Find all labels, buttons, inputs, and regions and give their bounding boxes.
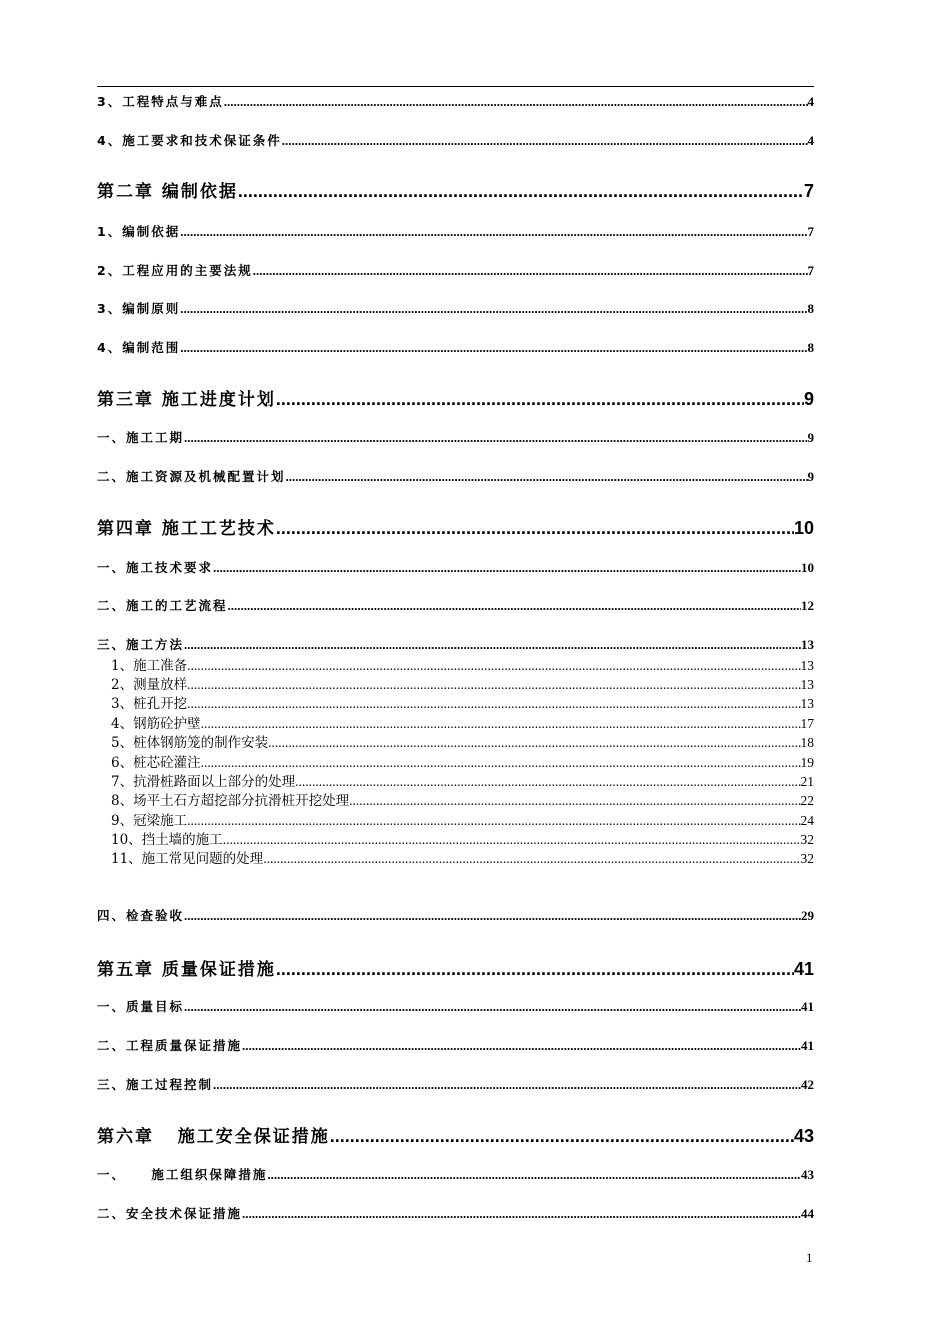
dot-leader <box>223 832 801 848</box>
toc-entry-page: 13 <box>801 637 814 652</box>
toc-entry-label: 二、安全技术保证措施 <box>97 1206 243 1221</box>
dot-leader <box>267 1167 801 1183</box>
toc-subentry-label: 8、场平土石方超挖部分抗滑桩开挖处理 <box>111 793 350 809</box>
toc-subentry[interactable] <box>111 692 814 712</box>
page-number: 1 <box>806 1250 813 1265</box>
toc-entry-label: 一、 施工组织保障措施 <box>97 1167 268 1182</box>
dot-leader <box>180 340 807 356</box>
toc-entry[interactable] <box>97 467 814 485</box>
dot-leader <box>330 1126 794 1147</box>
toc-chapter-page: 43 <box>793 1126 814 1146</box>
toc-entry-label: 2、工程应用的主要法规 <box>97 263 253 278</box>
toc-chapter-page: 7 <box>803 181 814 201</box>
toc-entry-page: 4 <box>807 133 814 148</box>
toc-entry[interactable] <box>97 997 814 1015</box>
toc-entry-page: 12 <box>801 598 814 613</box>
toc-entry-page: 41 <box>801 999 814 1014</box>
toc-entry-page: 10 <box>801 560 814 575</box>
toc-chapter-label: 第四章 施工工艺技术 <box>97 519 276 539</box>
dot-leader <box>349 793 800 809</box>
toc-subentry-page: 24 <box>800 813 814 828</box>
toc-entry-page: 7 <box>807 263 814 278</box>
toc-subentry-page: 13 <box>800 696 814 711</box>
toc-subentry[interactable] <box>111 673 814 693</box>
toc-chapter-page: 9 <box>803 389 814 409</box>
dot-leader <box>282 133 808 149</box>
toc-chapter[interactable] <box>97 955 814 980</box>
toc-entry-label: 一、施工工期 <box>97 430 185 445</box>
toc-entry-page: 44 <box>801 1206 814 1221</box>
toc-subentry-label: 3、桩孔开挖 <box>111 696 188 712</box>
toc-entry[interactable] <box>97 635 814 653</box>
toc-subentry[interactable] <box>111 731 814 751</box>
toc-entry-page: 8 <box>807 301 814 316</box>
toc-entry[interactable] <box>97 596 814 614</box>
toc-subentry-page: 18 <box>800 735 814 750</box>
toc-chapter-page: 10 <box>793 518 814 538</box>
dot-leader <box>238 181 804 202</box>
toc-entry-page: 29 <box>801 908 814 923</box>
toc-subentry[interactable] <box>111 770 814 790</box>
toc-entry-page: 8 <box>807 340 814 355</box>
toc-entry[interactable] <box>97 558 814 576</box>
dot-leader <box>242 1206 801 1222</box>
toc-subentry-label: 6、桩芯砼灌注 <box>111 755 201 771</box>
toc-entry[interactable] <box>97 1204 814 1222</box>
toc-entry-label: 3、工程特点与难点 <box>97 94 224 109</box>
toc-chapter[interactable] <box>97 177 814 202</box>
toc-entry-page: 4 <box>807 94 814 109</box>
toc-subentry-label: 1、施工准备 <box>111 658 188 674</box>
dot-leader <box>187 696 800 712</box>
toc-chapter[interactable] <box>97 1122 814 1147</box>
toc-subentry[interactable] <box>111 809 814 829</box>
toc-entry-label: 二、施工资源及机械配置计划 <box>97 469 286 484</box>
toc-subentry-label: 2、测量放样 <box>111 677 188 693</box>
dot-leader <box>201 716 801 732</box>
toc-entry[interactable] <box>97 428 814 446</box>
toc-entry-page: 42 <box>801 1077 814 1092</box>
toc-chapter-label: 第三章 施工进度计划 <box>97 390 276 410</box>
dot-leader <box>224 94 808 110</box>
toc-entry-label: 三、施工方法 <box>97 637 185 652</box>
dot-leader <box>180 301 807 317</box>
dot-leader <box>187 677 800 693</box>
toc-entry[interactable] <box>97 1075 814 1093</box>
toc-entry-label: 二、施工的工艺流程 <box>97 598 228 613</box>
toc-subentry-page: 22 <box>800 793 814 808</box>
toc-subentry-page: 13 <box>800 658 814 673</box>
dot-leader <box>286 469 808 485</box>
toc-entry[interactable] <box>97 222 814 240</box>
dot-leader <box>276 518 794 539</box>
toc-subentry-page: 19 <box>800 755 814 770</box>
toc-subentry-page: 17 <box>800 716 814 731</box>
dot-leader <box>253 263 808 279</box>
toc-entry-label: 三、施工过程控制 <box>97 1077 214 1092</box>
toc-subentry-label: 5、桩体钢筋笼的制作安装 <box>111 735 269 751</box>
dot-leader <box>213 560 801 576</box>
toc-entry-label: 四、检查验收 <box>97 908 185 923</box>
dot-leader <box>276 389 804 410</box>
toc-chapter-label: 第五章 质量保证措施 <box>97 960 276 980</box>
dot-leader <box>213 1077 801 1093</box>
dot-leader <box>187 658 800 674</box>
toc-subentry-page: 32 <box>800 832 814 847</box>
dot-leader <box>295 774 800 790</box>
toc-entry[interactable] <box>97 261 814 279</box>
header-rule <box>97 86 814 87</box>
toc-entry-page: 9 <box>807 469 814 484</box>
toc-subentry-label: 9、冠梁施工 <box>111 813 188 829</box>
toc-entry[interactable] <box>97 906 814 924</box>
toc-entry[interactable] <box>97 1165 814 1183</box>
toc-entry[interactable] <box>97 338 814 356</box>
toc-entry[interactable] <box>97 1036 814 1054</box>
toc-subentry-page: 32 <box>800 851 814 866</box>
toc-subentry[interactable] <box>111 654 814 674</box>
toc-entry-page: 43 <box>801 1167 814 1182</box>
toc-subentry[interactable] <box>111 828 814 848</box>
toc-entry-label: 1、编制依据 <box>97 224 181 239</box>
toc-entry-page: 41 <box>801 1038 814 1053</box>
dot-leader <box>228 598 801 614</box>
toc-entry[interactable] <box>97 92 814 110</box>
toc-chapter-label: 第六章 施工安全保证措施 <box>97 1127 330 1147</box>
dot-leader <box>201 755 801 771</box>
dot-leader <box>187 813 800 829</box>
toc-subentry[interactable] <box>111 751 814 771</box>
toc-chapter[interactable] <box>97 385 814 410</box>
toc-entry-page: 7 <box>807 224 814 239</box>
dot-leader <box>184 637 801 653</box>
toc-subentry-label: 7、抗滑桩路面以上部分的处理 <box>111 774 296 790</box>
toc-entry[interactable] <box>97 131 814 149</box>
toc-chapter-page: 41 <box>793 959 814 979</box>
dot-leader <box>184 999 801 1015</box>
dot-leader <box>184 908 801 924</box>
toc-entry-label: 3、编制原则 <box>97 301 181 316</box>
toc-entry-page: 9 <box>807 430 814 445</box>
toc-subentry[interactable] <box>111 712 814 732</box>
dot-leader <box>184 430 807 446</box>
dot-leader <box>242 1038 801 1054</box>
dot-leader <box>263 851 800 867</box>
toc-entry-label: 一、质量目标 <box>97 999 185 1014</box>
dot-leader <box>276 959 794 980</box>
toc-subentry-page: 13 <box>800 677 814 692</box>
toc-subentry[interactable] <box>111 847 814 867</box>
toc-chapter[interactable] <box>97 514 814 539</box>
dot-leader <box>268 735 800 751</box>
toc-entry-label: 一、施工技术要求 <box>97 560 214 575</box>
toc-subentry[interactable] <box>111 789 814 809</box>
toc-subentry-label: 4、钢筋砼护壁 <box>111 716 201 732</box>
toc-entry-label: 二、工程质量保证措施 <box>97 1038 243 1053</box>
dot-leader <box>180 224 807 240</box>
toc-entry-label: 4、施工要求和技术保证条件 <box>97 133 282 148</box>
toc-subentry-label: 11、施工常见问题的处理 <box>111 851 264 867</box>
toc-entry[interactable] <box>97 299 814 317</box>
toc-chapter-label: 第二章 编制依据 <box>97 182 238 202</box>
toc-entry-label: 4、编制范围 <box>97 340 181 355</box>
toc-subentry-page: 21 <box>800 774 814 789</box>
toc-subentry-label: 10、挡土墙的施工 <box>111 832 223 848</box>
